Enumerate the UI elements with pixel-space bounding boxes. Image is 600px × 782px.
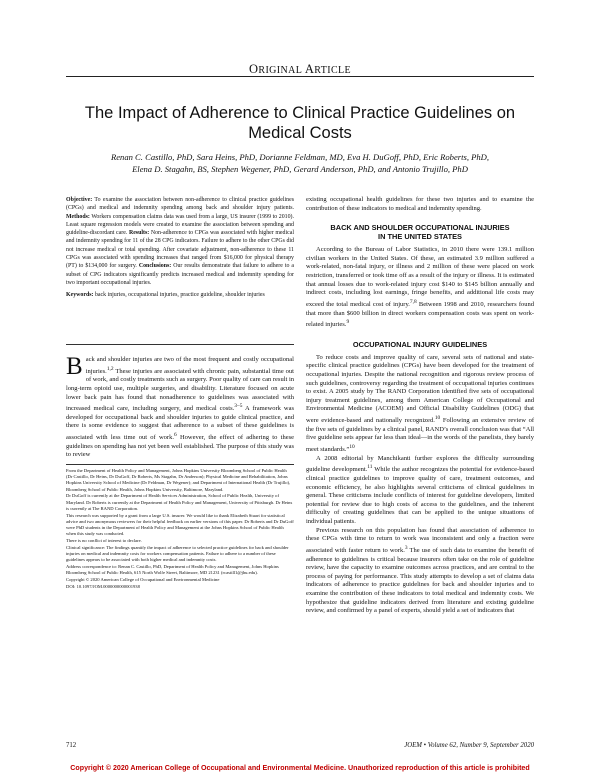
journal-reference: JOEM • Volume 62, Number 9, September 2020 [404,742,534,749]
title-line-1: The Impact of Adherence to Clinical Practice Guidelines on [84,104,516,122]
paragraph-editorial: A 2008 editorial by Manchikanti further explores the difficulty surrounding guideline development.$^{11}$ While the author recognizes the potential for evidence-based clinical practice guidelines to improve quality of care, treatment outcomes, and economic efficiency, he also highlights several criticisms of clinical guidelines in general. These criticisms include conflicts of interest for guideline developers, limited potential for review due to high costs of access to the guidelines, and the inherent difficulty of creating guidelines that can be applied to the unique situations of individual patients. [306,454,534,525]
intro-continuation: existing occupational health guidelines for these two injuries and to examine the contribution of these indicators to medical and indemnity spending. [306,196,534,212]
footnote-funding: This research was supported by a grant from a large U.S. insurer. We would like to thank Elizabeth Stuart for statistical advice and two anonymous reviewers for their helpful feedback on earlier versions of this paper. Dr Roberts and Dr DuGoff were PhD students in the Department of Health Policy and Management at the Johns Hopkins School of Public Health when this study was conducted. [66,512,294,537]
footnote-rule [66,464,294,465]
page-number: 712 [66,742,77,749]
authors-line-2: Elena D. Stagahn, BS, Stephen Wegener, PhD, Gerard Anderson, PhD, and Antonio Trujillo, PhD [132,163,468,174]
drop-cap: B [66,353,83,380]
introduction: Back and shoulder injuries are two of the most frequent and costly occupational injuries.$^{1,2}$ These injuries are associated with chronic pain, substantial time out of work, and costly treatments such as surgery. Poor quality of care can result in long-term opioid use, multiple surgeries, and disability. Literature focused on acute lower back pain has found that nonadherence to guidelines was associated with increased medical care, including surgery, and medical costs.$^{3-5}$ A framework was developed for occupational back and shoulder injuries to guide clinical practice, and there is some evidence to suggest that adherence to a subset of these guidelines is associated with less time out of work.$^6$ However, the effect of adhering to these guidelines on spending has not yet been well established. The purpose of this study was to review [66,353,294,459]
abstract-keywords: Keywords: back injuries, occupational injuries, practice guideline, shoulder injuries [66,292,265,299]
authors-line-1: Renan C. Castillo, PhD, Sara Heins, PhD, Dorianne Feldman, MD, Eva H. DuGoff, PhD, Eric Roberts, PhD, [110,152,490,162]
footnote-correspondence: Address correspondence to: Renan C. Castillo, PhD, Department of Health Policy and Management, Johns Hopkins Bloomberg School of Public Health, 615 North Wolfe Street, Baltimore, MD 21231 (rcastill1@jhu.edu). [66,564,279,576]
heading-back-shoulder-injuries: BACK AND SHOULDER OCCUPATIONAL INJURIES IN THE UNITED STATES [330,223,510,242]
copyright-banner: Copyright © 2020 American College of Occupational and Environmental Medicine. Unauthorized reproduction of this article is prohibited [70,764,530,772]
abstract-summary: Objective: To examine the association between non-adherence to clinical practice guidelines (CPGs) and medical and indemnity spending among back and shoulder injury patients. Methods: Workers compensation claims data was used from a large, US insurer (1999 to 2010). Least square regression models were created to examine the association between spending and guideline-discordant care. Results: Non-adherence to CPGs was associated with higher medical and indemnity spending for 11 of the 28 CPG indicators. Failure to adhere to the other CPGs did not increase medical or total spending. After covariate adjustment, non-adherence to these 11 CPGs was associated with spending increases that ranged from $16,000 for physical therapy (PT) to $134,000 for surgery. Conclusions: Our results demonstrate that failure to adhere to a subset of CPG indicators significantly predicts increased medical and indemnity spending for two important occupational injuries. [66,197,294,286]
author-list [60,152,540,175]
footnote-doi: DOI: 10.1097/JOM.0000000000001938 [66,583,140,589]
footnote-copyright: Copyright © 2020 American College of Occupational and Environmental Medicine [66,577,220,583]
footnote-conflict: There is no conflict of interest to declare. [66,538,142,544]
footnote-clinical-significance: Clinical significance: The findings quantify the impact of adherence to selected practice guidelines for back and shoulder injuries on medical and indemnity costs for workers compensation patients. Failure to adhere to a number of these guidelines appears to be associated with both higher medical and indemnity costs. [66,544,289,563]
heading-guidelines: OCCUPATIONAL INJURY GUIDELINES [352,339,488,349]
footnotes [66,468,294,591]
paragraph-previous-research: Previous research on this population has found that association of adherence to these CPGs with time to return to work was inconsistent and only a fraction were associated with faster return to work.$^3$ The use of such data to examine the benefit of adherence to guidelines is critical because insurers often take on the role of guideline review, have the capacity to examine outcomes across practices, and are central to the process of paying for performance. This study attempts to develop a set of claims data indicators of adherence to practice guidelines for back and shoulder injuries and to examine the contribution of these indicators to total medical and indemnity costs. We hypothesize that guideline indicators derived from literature and existing guideline review, and confirmed by a panel of experts, should yield a set of indicators that [306,526,534,615]
page-footer [66,741,534,749]
section-label: ORIGINAL ARTICLE [248,62,352,76]
article-title [80,103,520,143]
footnote-affiliations: From the Department of Health Policy and Management, Johns Hopkins University Bloomberg School of Public Health (Dr Castillo, Dr Heins, Dr DuGoff, Dr Roberts, Ms Stagahn, Dr Anderson); Physical Medicine and Rehabilitation, Johns Hopkins University School of Medicine (Dr Feldman, Dr Wegener); and Department of International Health (Dr Trujillo), Bloomberg School of Public Health, Johns Hopkins University, Baltimore, Maryland. [66,468,291,492]
right-column [306,196,534,616]
paragraph-cpg: To reduce costs and improve quality of care, several sets of national and state-specific clinical practice guidelines (CPGs) have been developed for the treatment of occupational injuries. Despite the national recognition and rigorous review process of such guidelines, controversy regarding the treatment of occupational injuries continues to exist. A 2005 study by The RAND Corporation identified five sets of occupational injury treatment guidelines, among them American College of Occupational and Environmental Medicine (ACOEM) and Official Disability Guidelines (ODG) that were evidence-based and nationally recognized.$^{10}$ Following an extensive review of the five sets of guidelines by a clinical panel, RAND’s overall conclusion was that “All five guideline sets appear far less than ideal—in the words of the panelists, they barely meet standards.”$^{10}$ [306,353,535,454]
abstract [66,196,294,304]
paragraph-bls: According to the Bureau of Labor Statistics, in 2010 there were 139.1 million civilian workers in the United States. Of these, an estimated 3.9 million suffered a work-related, non-fatal injury, or illness and 2 million of these were placed on work restriction, transferred or took time off as a result of the injury or illness. It is estimated that annual losses due to work-related injury cost $140 to $145 billion annually and indirect costs, including lost earnings, fringe benefits, and additional life costs may exceed the total medical cost of injury.$^{7,8}$ Between 1998 and 2010, researchers found that more than $600 billion in direct workers compensation costs was spent on work-related injuries.$^9$ [306,246,534,329]
header-rule [66,76,534,77]
abstract-rule [66,344,294,345]
footnote-current-positions: Dr DuGoff is currently at the Department of Health Services Administration, School of Public Health, University of Maryland. Dr Roberts is currently at the Department of Health Policy and Management, University of Pittsburgh. Dr Heins is currently at The RAND Corporation. [66,493,293,511]
title-line-2: Medical Costs [248,124,352,142]
